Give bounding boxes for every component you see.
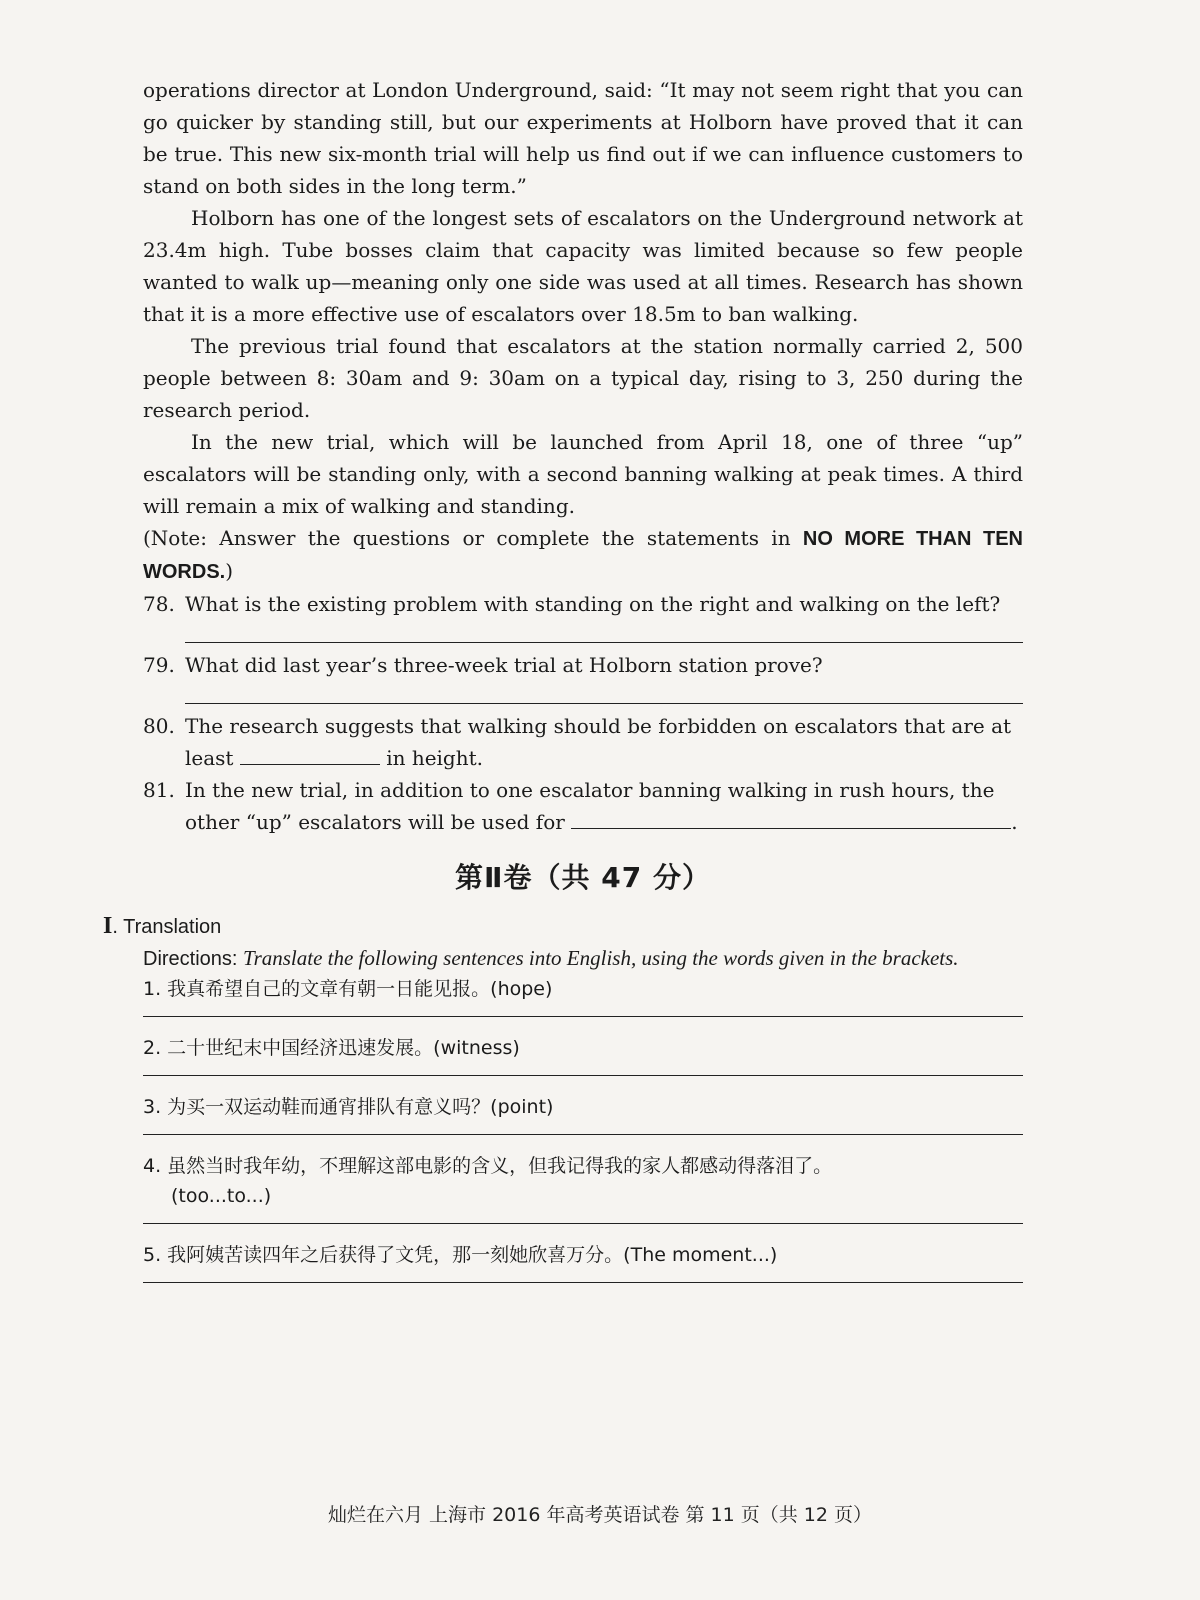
- question-text-before: In the new trial, in addition to one escalator banning walking in rush hours, the other “up” escalators will be used for: [185, 778, 995, 834]
- question-number: 81.: [143, 778, 175, 802]
- part-heading: [103, 910, 1023, 943]
- answer-line-78[interactable]: [185, 620, 1023, 643]
- answer-blank-81[interactable]: [571, 808, 1011, 829]
- passage-paragraph-3: The previous trial found that escalators at the station normally carried 2, 500 people between 8: 30am and 9: 30am on a typical day, rising to 3, 250 during the research period.: [143, 334, 1023, 422]
- translation-answer-line-5[interactable]: [143, 1270, 1023, 1283]
- translation-item-5: 5. 我阿姨苦读四年之后获得了文凭，那一刻她欣喜万分。(The moment...): [143, 1244, 778, 1266]
- question-78: [143, 588, 1023, 620]
- directions-label: Directions:: [143, 948, 238, 970]
- answer-blank-80[interactable]: [240, 744, 380, 765]
- translation-item-2: 2. 二十世纪末中国经济迅速发展。(witness): [143, 1037, 520, 1059]
- question-80: [143, 710, 1023, 774]
- question-text: What did last year’s three-week trial at Holborn station prove?: [185, 653, 823, 677]
- translation-item-4: 4. 虽然当时我年幼，不理解这部电影的含义，但我记得我的家人都感动得落泪了。: [143, 1155, 833, 1177]
- answer-line-79[interactable]: [185, 681, 1023, 704]
- question-79: [143, 649, 1023, 681]
- directions-text: Translate the following sentences into English, using the words given in the brackets.: [243, 946, 959, 970]
- question-81: [143, 774, 1023, 838]
- translation-answer-line-1[interactable]: [143, 1004, 1023, 1017]
- translation-item-3: 3. 为买一双运动鞋而通宵排队有意义吗？(point): [143, 1096, 554, 1118]
- translation-item-4-hint: (too...to...): [171, 1185, 272, 1207]
- question-text-after: in height.: [386, 746, 484, 770]
- translation-directions: [143, 943, 1023, 974]
- question-number: 78.: [143, 592, 175, 616]
- note-prefix: (Note: Answer the questions or complete the statements in: [143, 526, 803, 550]
- passage-paragraph-4: In the new trial, which will be launched from April 18, one of three “up” escalators will be standing only, with a second banning walking at peak times. A third will remain a mix of walking and standing.: [143, 430, 1023, 518]
- part-heading-text: . Translation: [112, 916, 222, 938]
- question-text-after: .: [1011, 810, 1018, 834]
- translation-answer-line-2[interactable]: [143, 1063, 1023, 1076]
- note-suffix: ): [225, 559, 234, 583]
- passage-paragraph-1: operations director at London Underground, said: “It may not seem right that you can go quicker by standing still, but our experiments at Holborn have proved that it can be true. This new six-month trial will help us find out if we can influence customers to stand on both sides in the long term.”: [143, 78, 1023, 198]
- question-text-before: The research suggests that walking should be forbidden on escalators that are at least: [185, 714, 1012, 770]
- note-emphasis: NO MORE THAN TEN WORDS.: [143, 528, 1024, 583]
- answer-note: [143, 522, 1023, 588]
- page-content: [103, 74, 1024, 1299]
- page-footer: 灿烂在六月 上海市 2016 年高考英语试卷 第 11 页（共 12 页）: [327, 1504, 873, 1526]
- question-text: What is the existing problem with standing on the right and walking on the left?: [185, 592, 1001, 616]
- part-roman-numeral: I: [103, 913, 113, 939]
- question-number: 80.: [143, 714, 175, 738]
- passage-paragraph-2: Holborn has one of the longest sets of escalators on the Underground network at 23.4m high. Tube bosses claim that capacity was limited because so few people wanted to walk up—meaning only one side was used at all times. Research has shown that it is a more effective use of escalators over 18.5m to ban walking.: [143, 206, 1023, 326]
- translation-answer-line-4[interactable]: [143, 1211, 1023, 1224]
- section-title: 第Ⅱ卷（共 47 分）: [455, 861, 711, 894]
- translation-answer-line-3[interactable]: [143, 1122, 1023, 1135]
- translation-item-1: 1. 我真希望自己的文章有朝一日能见报。(hope): [143, 978, 553, 1000]
- question-number: 79.: [143, 653, 175, 677]
